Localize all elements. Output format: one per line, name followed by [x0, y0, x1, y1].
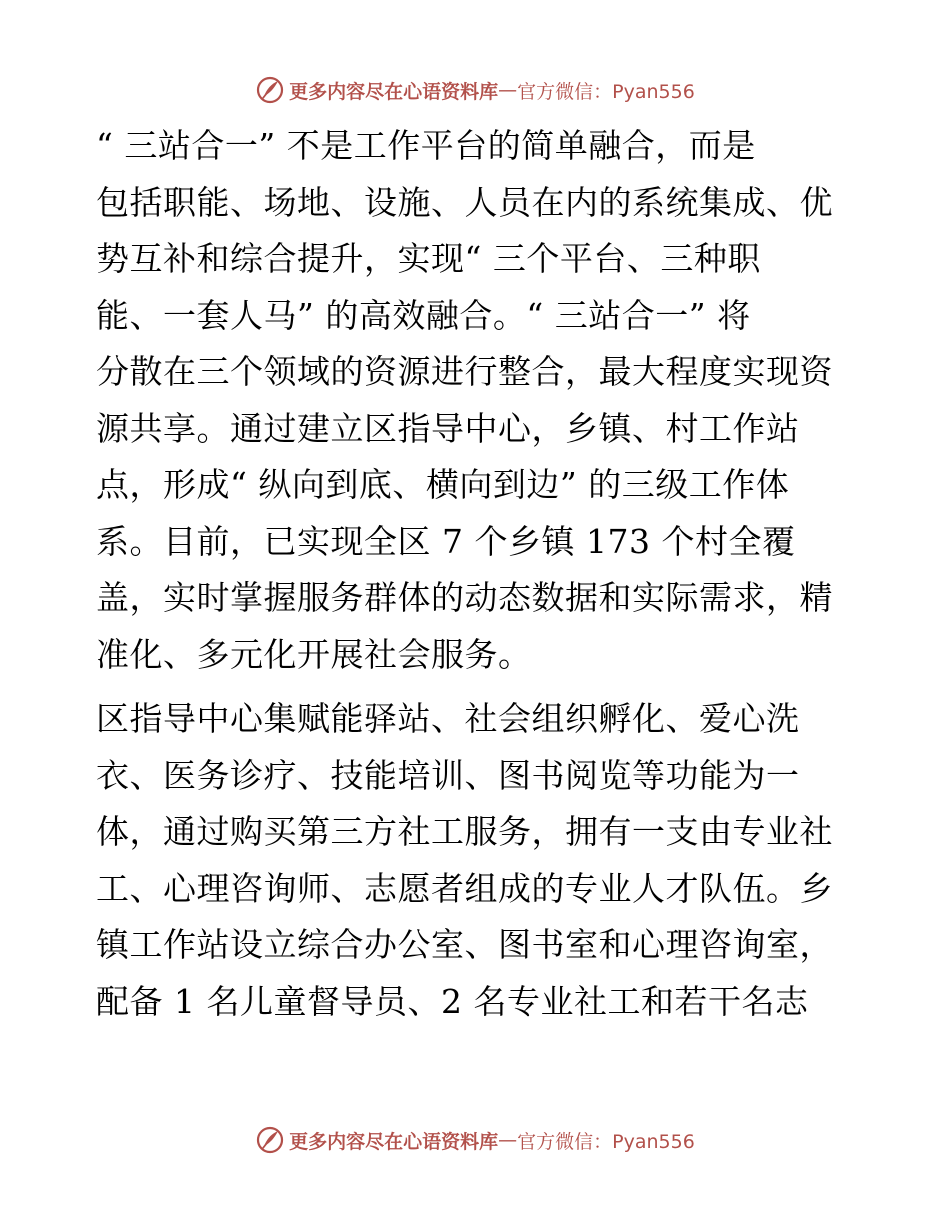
watermark-title: 更多内容尽在心语资料库 — [289, 1130, 499, 1153]
text-line: 区指导中心集赋能驿站、社会组织孵化、爱心洗 — [96, 699, 800, 738]
text-line: 工、心理咨询师、志愿者组成的专业人才队伍。乡 — [96, 868, 833, 908]
text-line: 源共享。通过建立区指导中心，乡镇、村工作站 — [96, 408, 800, 448]
text-line: “ 三站合一” 不是工作平台的简单融合，而是 — [96, 126, 756, 165]
text-line: 体，通过购买第三方社工服务，拥有一支由专业社 — [96, 812, 833, 851]
text-line: 系。目前，已实现全区 7 个乡镇 173 个村全覆 — [96, 521, 796, 561]
quill-logo-icon — [255, 75, 285, 105]
text-line: 衣、医务诊疗、技能培训、图书阅览等功能为一 — [96, 755, 800, 795]
text-line: 点，形成“ 纵向到底、横向到边” 的三级工作体 — [96, 465, 790, 504]
watermark-contact: 官方微信：Pyan556 — [517, 80, 695, 103]
quill-logo-icon — [255, 1125, 285, 1155]
text-line: 盖，实时掌握服务群体的动态数据和实际需求，精 — [96, 578, 833, 617]
watermark-contact: 官方微信：Pyan556 — [517, 1130, 695, 1153]
footer-watermark — [0, 1122, 950, 1158]
header-watermark — [0, 72, 950, 108]
text-line: 配备 1 名儿童督导员、2 名专业社工和若干名志 — [96, 981, 809, 1021]
text-line: 势互补和综合提升，实现“ 三个平台、三种职 — [96, 239, 761, 278]
text-line: 包括职能、场地、设施、人员在内的系统集成、优 — [96, 182, 833, 222]
document-body — [96, 118, 856, 1030]
text-line: 能、一套人马” 的高效融合。“ 三站合一” 将 — [96, 295, 751, 335]
watermark-title: 更多内容尽在心语资料库 — [289, 80, 499, 103]
text-line: 准化、多元化开展社会服务。 — [96, 634, 532, 674]
paragraph-1 — [96, 118, 856, 683]
watermark-separator: — — [498, 1129, 518, 1151]
text-line: 镇工作站设立综合办公室、图书室和心理咨询室， — [96, 925, 833, 964]
text-line: 分散在三个领域的资源进行整合，最大程度实现资 — [96, 352, 833, 391]
watermark-separator: — — [498, 79, 518, 101]
paragraph-2 — [96, 691, 856, 1030]
